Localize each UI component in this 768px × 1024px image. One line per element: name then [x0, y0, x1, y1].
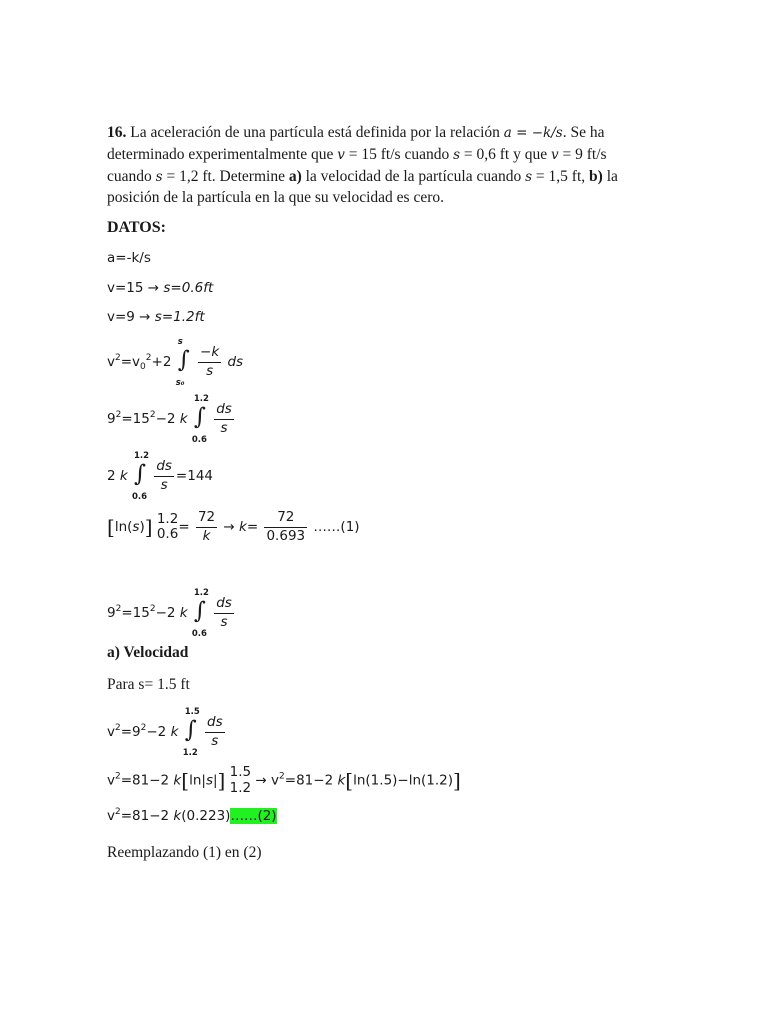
integral-sign: ∫ s s₀: [175, 337, 190, 388]
equation-ln-evaluation: $v^2=81-2$ k[ln|s|] 1.5 1.2 → $v^2=81-2$ k[ln(1.5)−ln(1.2)]: [107, 764, 461, 796]
problem-line-2: determinado experimentalmente que v = 15 ft/s cuando s = 0,6 ft y que v = 9 ft/s: [107, 146, 607, 163]
fraction-72-over-0693: $\frac{72}{0.693}$: [266, 509, 306, 544]
problem-line-4: posición de la partícula en la que su velocidad es cero.: [107, 189, 444, 206]
equation-substitution-2: $9^2=15^2-2$ k ∫ 1.2 0.6 $\frac{ds}{s}$: [107, 588, 232, 639]
evaluation-limits: 1.2 0.6: [156, 510, 179, 543]
equation-velocity-integral: $v^2=9^2-2$ k ∫ 1.5 1.2 $\frac{ds}{s}$: [107, 707, 223, 758]
fraction-ds-over-s: $\frac{ds}{s}$: [216, 400, 232, 436]
equation-tag-2-highlighted: ……(2): [230, 808, 277, 824]
fraction-ds-over-s: $\frac{ds}{s}$: [156, 457, 172, 493]
fraction-ds-over-s: $\frac{ds}{s}$: [216, 594, 232, 630]
equation-tag-1: ……(1): [313, 519, 360, 536]
datum-v9: v=9 → s=1.2ft: [107, 309, 205, 325]
section-a-heading: a) Velocidad: [107, 644, 189, 661]
equation-2: $v^2=81-2$ k(0.223)……(2): [107, 807, 277, 824]
evaluation-limits: 1.5 1.2: [229, 764, 252, 796]
problem-line-1: 16. La aceleración de una partícula está definida por la relación a = −k/s. Se ha: [107, 124, 605, 141]
substitution-note: Reemplazando (1) en (2): [107, 844, 262, 861]
equation-integral-144: 2 k ∫ 1.2 0.6 $\frac{ds}{s}$ =144: [107, 451, 214, 502]
equation-substitution-1: $9^2=15^2-2$ k ∫ 1.2 0.6 $\frac{ds}{s}$: [107, 394, 232, 445]
equation-energy-integral: $v^2=v_0^2+2$ ∫ s s₀ $\frac{-k}{s}$ ds: [107, 337, 244, 388]
accel-given: a=-k/s: [107, 250, 151, 266]
fraction-ds-over-s: $\frac{ds}{s}$: [207, 713, 223, 749]
section-a-condition: Para s= 1.5 ft: [107, 676, 190, 693]
datos-heading: DATOS:: [107, 219, 166, 236]
equation-k-value: [ln(s)] 1.2 0.6 = $\frac{72}{k}$ → k= $\frac{72}{0.693}$ ……(1): [107, 509, 360, 544]
integral-sign: ∫ 1.2 0.6: [191, 394, 209, 445]
accel-relation: a = −k/s: [503, 125, 563, 141]
integral-sign: ∫ 1.2 0.6: [191, 588, 209, 639]
integral-sign: ∫ 1.5 1.2: [182, 707, 200, 758]
problem-number: 16.: [107, 124, 127, 141]
fraction-72-over-k: $\frac{72}{k}$: [197, 509, 216, 544]
integral-sign: ∫ 1.2 0.6: [132, 451, 150, 502]
datum-v15: v=15 → s=0.6ft: [107, 280, 214, 296]
fraction-minus-k-over-s: $\frac{-k}{s}$: [200, 343, 220, 379]
problem-line-3: cuando s = 1,2 ft. Determine a) la velocidad de la partícula cuando s = 1,5 ft, b) la: [107, 168, 618, 185]
